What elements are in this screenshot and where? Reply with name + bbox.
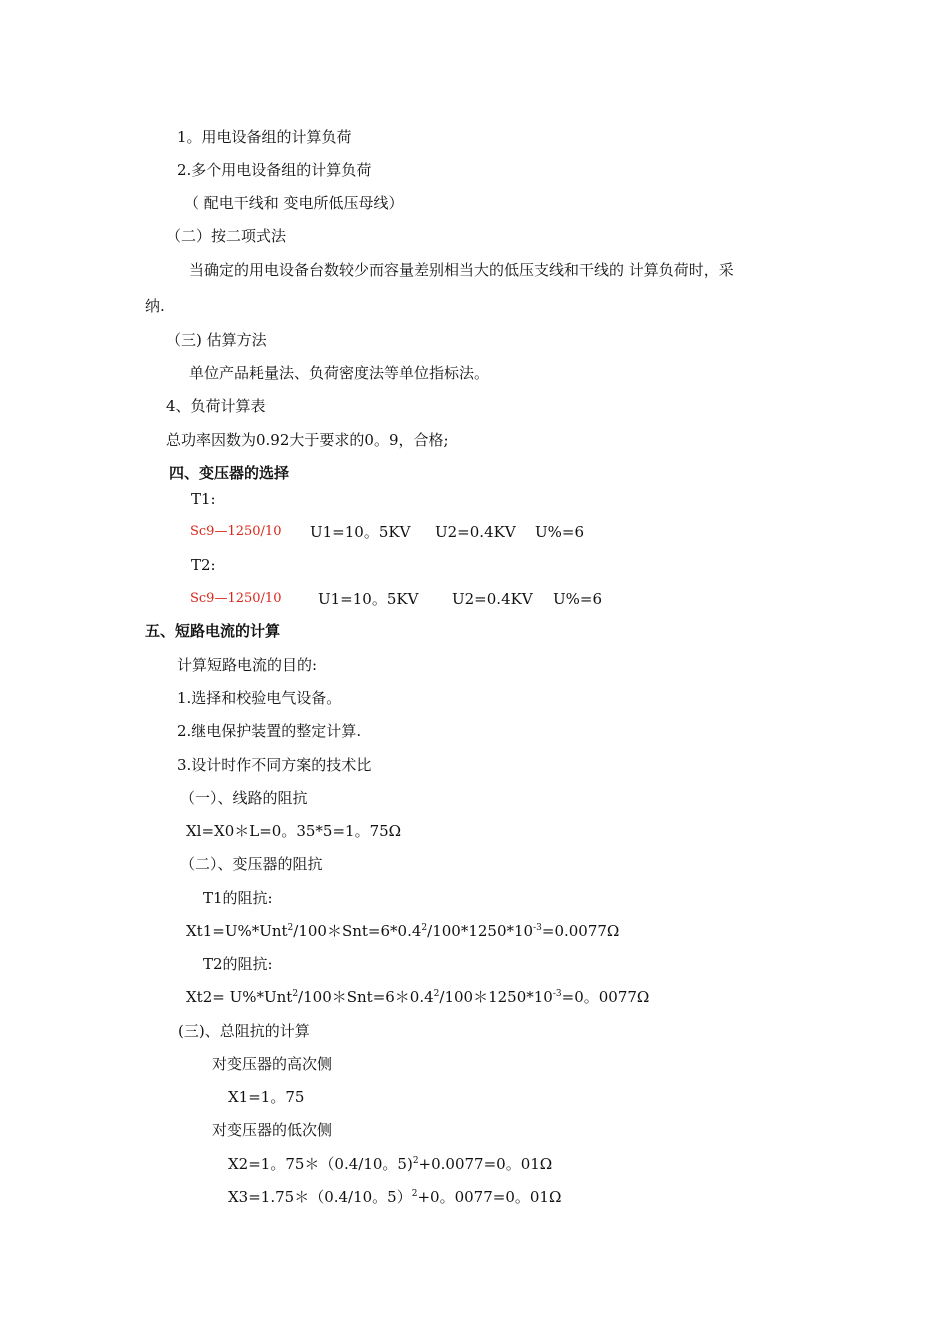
formula-xt1: $Xt1=U\%*Unt^2/100*Snt=6*0.4^2/100*1250*10^{-3}=0.0077\Omega$: [186, 922, 620, 940]
section-heading: （二）、变压器的阻抗: [180, 855, 323, 873]
formula-xt2: $Xt2= U\%*Unt^2/100*Snt=6*0.4^2/100*1250*10^{-3}=0$。0077Ω: [186, 988, 650, 1006]
section-heading: （二）按二项式法: [166, 227, 287, 245]
paragraph-text: 纳.: [145, 297, 165, 315]
text-line: 1。用电设备组的计算负荷: [177, 128, 352, 146]
secondary-voltage: U2=0.4KV: [435, 523, 516, 541]
transformer-model: Sc9—1250/10: [190, 524, 282, 539]
chapter-heading: 五、短路电流的计算: [145, 622, 281, 640]
subsection-label: 对变压器的低次侧: [212, 1121, 333, 1139]
formula-x2: X2=1。75＊（0.4/10。5)$^2$+0.0077=0。01Ω: [228, 1155, 553, 1173]
transformer-label: T2:: [191, 556, 216, 574]
subsection-label: 对变压器的高次侧: [212, 1055, 333, 1073]
primary-voltage: U1=10。5KV: [318, 590, 419, 608]
formula: X1=1。75: [228, 1088, 305, 1106]
subsection-label: T1的阻抗:: [203, 889, 273, 907]
paragraph-text: 计算短路电流的目的:: [177, 656, 318, 674]
section-heading: 4、负荷计算表: [166, 397, 266, 415]
text-line: （ 配电干线和 变电所低压母线）: [184, 194, 404, 212]
section-heading: (三)、总阻抗的计算: [178, 1022, 310, 1040]
paragraph-text: 总功率因数为0.92大于要求的0。9，合格;: [166, 431, 449, 449]
subsection-label: T2的阻抗:: [203, 955, 273, 973]
secondary-voltage: U2=0.4KV: [452, 590, 533, 608]
formula: Xl=X0＊L=0。35*5=1。75Ω: [186, 822, 402, 840]
impedance-voltage: U%=6: [553, 590, 603, 608]
transformer-label: T1:: [191, 490, 216, 508]
paragraph-text: 单位产品耗量法、负荷密度法等单位指标法。: [189, 364, 490, 382]
formula-x3: X3=1.75＊（0.4/10。5）$^2$+0。0077=0。01Ω: [228, 1188, 562, 1206]
chapter-heading: 四、变压器的选择: [169, 464, 290, 482]
transformer-model: Sc9—1250/10: [190, 591, 282, 606]
paragraph-text: 当确定的用电设备台数较少而容量差别相当大的低压支线和干线的 计算负荷时，采: [189, 261, 734, 279]
primary-voltage: U1=10。5KV: [310, 523, 411, 541]
impedance-voltage: U%=6: [535, 523, 585, 541]
list-item: 1.选择和校验电气设备。: [177, 689, 342, 707]
list-item: 3.设计时作不同方案的技术比: [177, 756, 372, 774]
section-heading: （一）、线路的阻抗: [180, 789, 308, 807]
text-line: 2.多个用电设备组的计算负荷: [177, 161, 372, 179]
section-heading: （三) 估算方法: [166, 331, 267, 349]
list-item: 2.继电保护装置的整定计算.: [177, 722, 362, 740]
